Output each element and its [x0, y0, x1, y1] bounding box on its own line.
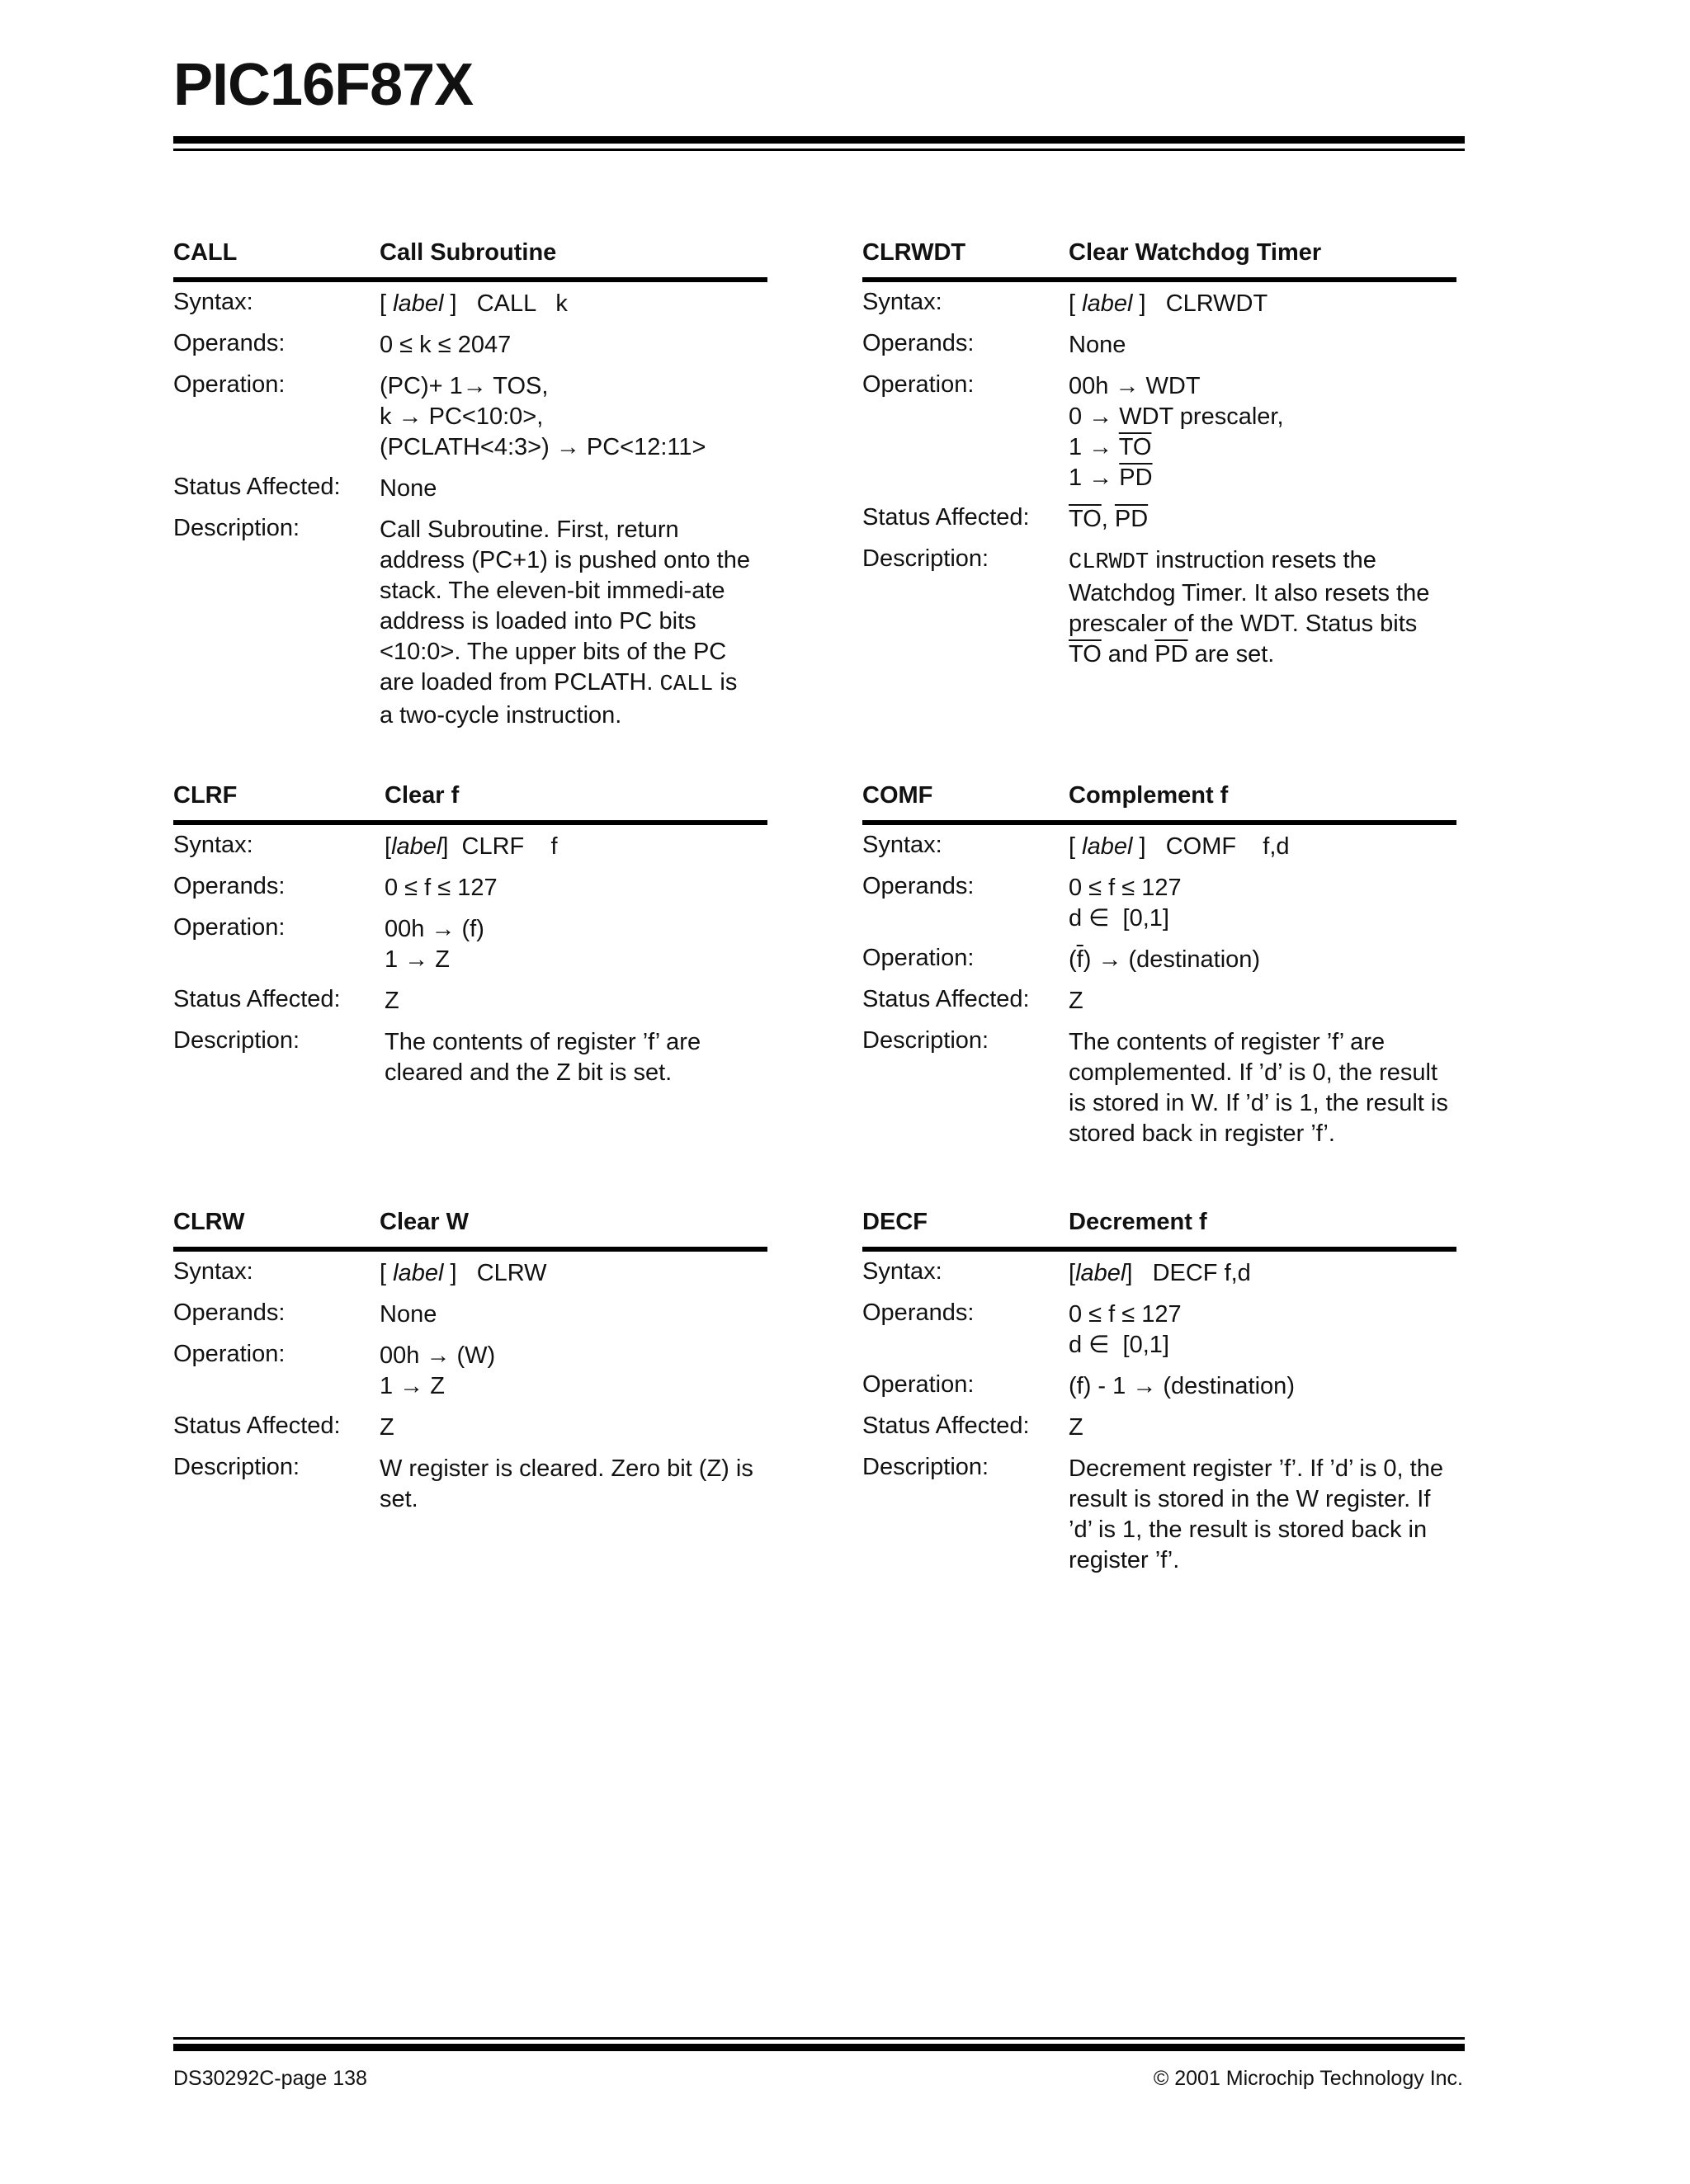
status-value [1069, 504, 1456, 545]
description-label: Description: [862, 1027, 989, 1054]
operands-label: Operands: [173, 873, 286, 899]
syntax-label: Syntax: [173, 832, 253, 858]
description-code: CLRWDT [1069, 550, 1149, 575]
status-row [173, 986, 767, 1027]
instruction-header [862, 239, 1456, 282]
syntax-label-italic: label [393, 290, 444, 317]
operation-line: 1 → Z [385, 946, 450, 973]
operation-label: Operation: [862, 945, 975, 971]
operation-row [862, 371, 1456, 504]
syntax-row [173, 289, 767, 330]
status-label: Status Affected: [173, 986, 341, 1012]
operands-row [862, 1300, 1456, 1371]
status-label: Status Affected: [173, 474, 341, 500]
instruction-header [862, 1209, 1456, 1252]
overlined-bit: $\overline{TO}$ [1069, 641, 1102, 667]
overlined-bit: $\overline{PD}$ [1114, 506, 1149, 532]
operation-line: 1 → Z [380, 1373, 445, 1399]
operands-label: Operands: [173, 330, 286, 356]
overlined-bit: $\overline{TO}$ [1118, 434, 1152, 460]
status-value: Z [385, 988, 399, 1014]
operation-row [173, 1341, 767, 1413]
operation-text: 1 → [1069, 465, 1120, 491]
footer-page-number: DS30292C-page 138 [173, 2067, 367, 2090]
description-row [862, 545, 1456, 670]
operation-text: ) → (destination) [1083, 946, 1261, 973]
footer-rule-thick [173, 2044, 1465, 2051]
operation-line: 00h → (f) [385, 916, 484, 942]
instruction-header [173, 239, 767, 282]
status-row [173, 474, 767, 515]
operation-value [385, 914, 767, 986]
description-row [173, 1027, 767, 1088]
operands-label: Operands: [862, 330, 975, 356]
operand-line: 0 ≤ f ≤ 127 [1069, 875, 1182, 901]
description-value [380, 515, 751, 731]
operation-line: k → PC<10:0>, [380, 403, 544, 430]
description-text: and [1101, 641, 1155, 667]
instruction-clrf [173, 782, 767, 1088]
operands-label: Operands: [862, 873, 975, 899]
instruction-clrwdt [862, 239, 1456, 670]
description-label: Description: [173, 1027, 300, 1054]
operand-line: d ∈ [0,1] [1069, 1332, 1169, 1358]
operation-value: (f) - 1 → (destination) [1069, 1373, 1295, 1399]
syntax-row [862, 289, 1456, 330]
operation-line: 00h → (W) [380, 1342, 496, 1369]
syntax-label-italic: label [393, 1260, 444, 1286]
status-row [862, 986, 1456, 1027]
operation-line [1069, 432, 1456, 463]
status-value: Z [1069, 1414, 1083, 1441]
operation-text: 1 → [1069, 434, 1119, 460]
syntax-bracket: [ [380, 1260, 394, 1286]
syntax-rest: ] CALL k [443, 290, 568, 317]
description-label: Description: [862, 1454, 989, 1480]
description-value: The contents of register ’f’ are cleared and the Z bit is set. [385, 1029, 701, 1086]
syntax-label-italic: label [1075, 1260, 1126, 1286]
description-row [862, 1027, 1456, 1149]
status-separator: , [1101, 506, 1115, 532]
instruction-mnemonic: CLRWDT [862, 239, 966, 266]
syntax-bracket: [ [1069, 833, 1083, 860]
footer-rule-thin [173, 2037, 1465, 2040]
operand-line: 0 ≤ f ≤ 127 [1069, 1301, 1182, 1328]
operation-text: ( [1069, 946, 1077, 973]
operands-value: 0 ≤ f ≤ 127 [385, 875, 498, 901]
instruction-mnemonic: DECF [862, 1209, 928, 1235]
operation-label: Operation: [173, 1341, 286, 1367]
instruction-clrw [173, 1209, 767, 1515]
operands-value: None [1069, 332, 1126, 358]
instruction-mnemonic: CLRF [173, 782, 238, 809]
syntax-label-italic: label [1082, 833, 1133, 860]
syntax-label-italic: label [1082, 290, 1133, 317]
operation-line: 0 → WDT prescaler, [1069, 403, 1284, 430]
instruction-name: Clear f [385, 782, 460, 809]
instruction-call [173, 239, 767, 731]
syntax-rest: ] COMF f,d [1132, 833, 1290, 860]
operation-value [380, 1341, 767, 1413]
status-label: Status Affected: [173, 1413, 341, 1439]
syntax-rest: ] CLRWDT [1132, 290, 1268, 317]
operation-line: (PC)+ 1→ TOS, [380, 373, 549, 399]
status-label: Status Affected: [862, 504, 1030, 531]
status-value: Z [1069, 988, 1083, 1014]
operation-row [862, 1371, 1456, 1413]
description-text: is a two-cycle instruction. [380, 669, 738, 729]
description-label: Description: [173, 515, 300, 541]
syntax-bracket: [ [385, 833, 392, 860]
operands-row [862, 873, 1456, 945]
operation-line [1069, 463, 1456, 493]
status-value: None [380, 475, 437, 502]
description-row [862, 1454, 1456, 1576]
instruction-name: Decrement f [1069, 1209, 1207, 1235]
description-label: Description: [173, 1454, 300, 1480]
operation-label: Operation: [173, 371, 286, 398]
description-value: The contents of register ’f’ are complemented. If ’d’ is 0, the result is stored in W. If ’d’ is 1, the result is stored back in register ’f’. [1069, 1029, 1448, 1147]
syntax-bracket: [ [1069, 1260, 1076, 1286]
operands-label: Operands: [862, 1300, 975, 1326]
syntax-bracket: [ [380, 290, 394, 317]
instruction-header [173, 782, 767, 825]
operation-label: Operation: [862, 371, 975, 398]
instruction-name: Call Subroutine [380, 239, 557, 266]
page-title: PIC16F87X [173, 52, 474, 118]
footer-copyright: © 2001 Microchip Technology Inc. [1153, 2067, 1463, 2090]
instruction-name: Complement f [1069, 782, 1229, 809]
status-value: Z [380, 1414, 394, 1441]
syntax-row [862, 832, 1456, 873]
syntax-label: Syntax: [173, 289, 253, 315]
status-row [862, 1413, 1456, 1454]
status-label: Status Affected: [862, 1413, 1030, 1439]
syntax-label: Syntax: [173, 1258, 253, 1285]
operation-line: 00h → WDT [1069, 373, 1201, 399]
operands-value: 0 ≤ k ≤ 2047 [380, 332, 512, 358]
instruction-mnemonic: CALL [173, 239, 238, 266]
instruction-header [862, 782, 1456, 825]
status-row [862, 504, 1456, 545]
operation-row [173, 914, 767, 986]
operation-value [380, 371, 767, 474]
overlined-bit: $\overline{PD}$ [1154, 641, 1188, 667]
syntax-value [380, 289, 767, 330]
operation-label: Operation: [173, 914, 286, 941]
overlined-bit: $\overline{f}$ [1076, 946, 1083, 973]
header-rule-thick [173, 136, 1465, 144]
description-row [173, 515, 767, 731]
syntax-rest: ] CLRW [443, 1260, 547, 1286]
instruction-name: Clear Watchdog Timer [1069, 239, 1322, 266]
syntax-row [173, 1258, 767, 1300]
syntax-label-italic: label [391, 833, 442, 860]
operation-label: Operation: [862, 1371, 975, 1398]
instruction-decf [862, 1209, 1456, 1576]
syntax-value [1069, 832, 1456, 873]
operation-line: (PCLATH<4:3>) → PC<12:11> [380, 434, 706, 460]
syntax-label: Syntax: [862, 1258, 942, 1285]
syntax-label: Syntax: [862, 289, 942, 315]
operands-row [862, 330, 1456, 371]
description-value: Decrement register ’f’. If ’d’ is 0, the result is stored in the W register. If ’d’ is 1, the result is stored back in register ’f’. [1069, 1455, 1443, 1573]
operation-row [173, 371, 767, 474]
instruction-mnemonic: COMF [862, 782, 933, 809]
description-text: are set. [1187, 641, 1275, 667]
operands-value [1069, 873, 1456, 945]
operands-value [1069, 1300, 1456, 1371]
description-label: Description: [862, 545, 989, 572]
syntax-bracket: [ [1069, 290, 1083, 317]
overlined-bit: $\overline{TO}$ [1069, 506, 1102, 532]
status-label: Status Affected: [862, 986, 1030, 1012]
status-row [173, 1413, 767, 1454]
operands-value: None [380, 1301, 437, 1328]
description-code: CALL [659, 672, 714, 697]
operands-row [173, 873, 767, 914]
instruction-header [173, 1209, 767, 1252]
operation-row [862, 945, 1456, 986]
syntax-row [173, 832, 767, 873]
description-row [173, 1454, 767, 1515]
operand-line: d ∈ [0,1] [1069, 905, 1169, 932]
syntax-rest: ] CLRF f [441, 833, 558, 860]
syntax-rest: ] DECF f,d [1126, 1260, 1251, 1286]
operation-value [1069, 371, 1456, 504]
instruction-comf [862, 782, 1456, 1149]
syntax-value [385, 832, 767, 873]
instruction-name: Clear W [380, 1209, 469, 1235]
description-value [1069, 545, 1440, 670]
description-text: Call Subroutine. First, return address (PC+1) is pushed onto the stack. The eleven-bit immedi-ate address is loaded into PC bits <10:0>. The upper bits of the PC are loaded from PCLATH. [380, 517, 750, 696]
header-rule-thin [173, 149, 1465, 151]
overlined-bit: $\overline{PD}$ [1119, 465, 1153, 491]
syntax-label: Syntax: [862, 832, 942, 858]
syntax-value [380, 1258, 767, 1300]
syntax-value [1069, 289, 1456, 330]
syntax-row [862, 1258, 1456, 1300]
description-value: W register is cleared. Zero bit (Z) is set. [380, 1455, 753, 1512]
instruction-mnemonic: CLRW [173, 1209, 245, 1235]
description-text: instruction resets the Watchdog Timer. It also resets the prescaler of the WDT. Status bits [1069, 547, 1430, 637]
syntax-value [1069, 1258, 1456, 1300]
operands-row [173, 330, 767, 371]
operands-label: Operands: [173, 1300, 286, 1326]
operation-value [1069, 945, 1456, 986]
operands-row [173, 1300, 767, 1341]
